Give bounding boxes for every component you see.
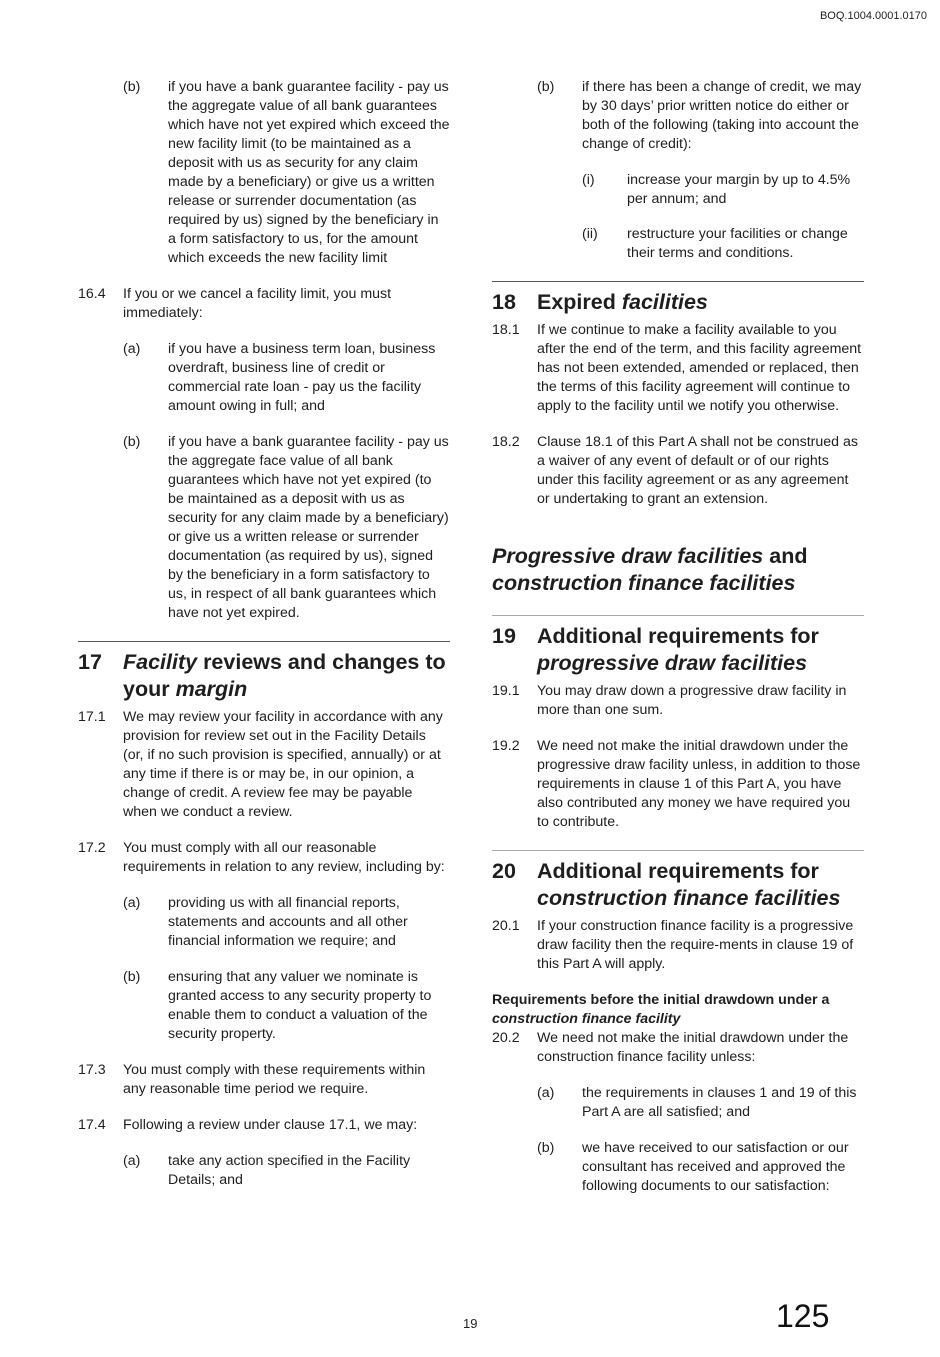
document-id: BOQ.1004.0001.0170: [819, 10, 927, 22]
item-text: increase your margin by up to 4.5% per annum; and: [627, 172, 851, 207]
clause-17-4-a: [123, 1152, 450, 1190]
clause-text: We may review your facility in accordance with any provision for review set out in the Facility Details (or, if no such provision is specified, annually) or at any time if there is or may be, in our opinion, a change of credit. A review fee may be payable when we conduct a review.: [123, 709, 443, 820]
item-label: (b): [537, 79, 555, 95]
clause-text: If your construction finance facility is a progressive draw facility then the require-ments in clause 19 of this Part A will apply.: [537, 918, 854, 972]
stamp-number: 125: [776, 1298, 830, 1334]
item-text: if there has been a change of credit, we may by 30 days’ prior written notice do either or both of the following (taking into account the change of credit):: [582, 79, 862, 152]
clause-19-1: [492, 682, 864, 720]
clause-number: 20.2: [492, 1030, 520, 1046]
item-label: (a): [123, 895, 141, 911]
clause-text: If we continue to make a facility available to you after the end of the term, and this facility agreement has not been extended, amended or replaced, then the terms of this facility agreement will continue to apply to the facility until we notify you otherwise.: [537, 322, 862, 414]
section-divider: [492, 615, 864, 616]
clause-text: We need not make the initial drawdown under the construction finance facility unless:: [537, 1030, 849, 1065]
clause-16-4-a: [123, 340, 450, 416]
heading-emphasis: progressive draw facilities: [537, 651, 808, 675]
item-text: providing us with all financial reports, statements and accounts and all other financial information we require; and: [168, 895, 408, 949]
subheading-emphasis: construction finance facility: [492, 1011, 681, 1027]
item-label: (b): [123, 79, 141, 95]
heading-text: Expired: [537, 290, 622, 314]
clause-number: 20.1: [492, 918, 520, 934]
subheading-text: Requirements before the initial drawdown under a: [492, 992, 830, 1008]
clause-17-2-b: [123, 968, 450, 1044]
heading-title: [537, 623, 864, 677]
subheading: [492, 991, 864, 1029]
item-text: restructure your facilities or change their terms and conditions.: [627, 226, 848, 261]
item-label: (i): [582, 172, 595, 188]
clause-16-4: [78, 285, 450, 323]
heading-title: [537, 858, 864, 912]
section-divider: [78, 641, 450, 642]
clause-17-3: [78, 1061, 450, 1099]
clause-17-1: [78, 708, 450, 822]
heading-title: [123, 649, 450, 703]
section-emphasis: construction finance facilities: [492, 571, 796, 595]
clause-number: 17.1: [78, 709, 106, 725]
clause-number: 17.3: [78, 1062, 106, 1078]
clause-number: 16.4: [78, 286, 106, 302]
heading-emphasis: facilities: [621, 290, 708, 314]
clause-20-2-b: [537, 1139, 864, 1196]
item-label: (a): [123, 1153, 141, 1169]
clause-text: Following a review under clause 17.1, we may:: [123, 1117, 418, 1133]
section-divider: [492, 850, 864, 851]
item-label: (a): [123, 341, 141, 357]
right-column: [492, 78, 864, 1213]
clause-17-2-a: [123, 894, 450, 951]
clause-17-4-b-ii: [582, 225, 864, 263]
clause-number: 19.2: [492, 738, 520, 754]
clause-number: 17.4: [78, 1117, 106, 1133]
item-label: (a): [537, 1085, 555, 1101]
heading-emphasis: margin: [175, 677, 248, 701]
clause-17-4-b-i: [582, 171, 864, 209]
item-text: if you have a bank guarantee facility - pay us the aggregate face value of all bank guarantees which have not yet expired (to be maintained as a deposit with us as security for any claim made by a beneficiary) or give us a written release or surrender documentation (as required by us), signed by the beneficiary in a form satisfactory to us, in respect of all bank guarantees which have not yet expired.: [168, 434, 449, 621]
item-label: (b): [123, 969, 141, 985]
clause-16-4-b: [123, 433, 450, 623]
heading-20: [492, 858, 864, 912]
heading-text: reviews and changes to your: [123, 650, 446, 701]
heading-text: Additional requirements for: [537, 624, 819, 648]
clause-number: 18.1: [492, 322, 520, 338]
heading-number: 19: [492, 624, 516, 648]
clause-number: 18.2: [492, 434, 520, 450]
item-text: the requirements in clauses 1 and 19 of this Part A are all satisfied; and: [582, 1085, 857, 1120]
heading-number: 18: [492, 290, 516, 314]
item-text: if you have a business term loan, business overdraft, business line of credit or commercial rate loan - pay us the facility amount owing in full; and: [168, 341, 436, 414]
clause-number: 17.2: [78, 840, 106, 856]
item-text: we have received to our satisfaction or our consultant has received and approved the following documents to our satisfaction:: [582, 1140, 849, 1194]
clause-20-2-a: [537, 1084, 864, 1122]
section-divider: [492, 281, 864, 282]
heading-emphasis: construction finance facilities: [537, 886, 841, 910]
part-section-title: [492, 543, 864, 597]
clause-17-2: [78, 839, 450, 877]
clause-20-2: [492, 1029, 864, 1067]
heading-17: [78, 649, 450, 703]
heading-18: [492, 289, 864, 316]
heading-emphasis: Facility: [123, 650, 198, 674]
heading-number: 17: [78, 650, 102, 674]
clause-17-4: [78, 1116, 450, 1135]
clause-text: You must comply with all our reasonable requirements in relation to any review, including by:: [123, 840, 445, 875]
heading-number: 20: [492, 859, 516, 883]
heading-text: Additional requirements for: [537, 859, 819, 883]
clause-number: 19.1: [492, 683, 520, 699]
clause-text: We need not make the initial drawdown under the progressive draw facility unless, in addition to those requirements in clause 1 of this Part A, you have also contributed any money we have required you to contribute.: [537, 738, 861, 830]
clause-16-3-b: [123, 78, 450, 268]
heading-title: [537, 289, 708, 316]
item-label: (ii): [582, 226, 598, 242]
left-column: [78, 78, 450, 1207]
clause-18-2: [492, 433, 864, 509]
clause-text: You may draw down a progressive draw facility in more than one sum.: [537, 683, 847, 718]
clause-18-1: [492, 321, 864, 416]
clause-text: If you or we cancel a facility limit, you must immediately:: [123, 286, 392, 321]
item-label: (b): [123, 434, 141, 450]
clause-text: You must comply with these requirements within any reasonable time period we require.: [123, 1062, 426, 1097]
heading-19: [492, 623, 864, 677]
section-text: and: [763, 544, 808, 568]
item-text: take any action specified in the Facility Details; and: [168, 1153, 411, 1188]
clause-text: Clause 18.1 of this Part A shall not be construed as a waiver of any event of default or of our rights under this facility agreement or as any agreement or undertaking to grant an extension.: [537, 434, 858, 507]
item-label: (b): [537, 1140, 555, 1156]
clause-19-2: [492, 737, 864, 832]
clause-20-1: [492, 917, 864, 974]
item-text: if you have a bank guarantee facility - pay us the aggregate value of all bank guarantees which have not yet expired which exceed the new facility limit (to be maintained as a deposit with us as security for any claim made by a beneficiary) or give us a written release or surrender documentation (as required by us) signed by the beneficiary in a form satisfactory to us, for the amount which exceeds the new facility limit: [168, 79, 450, 266]
section-emphasis: Progressive draw facilities: [492, 544, 764, 568]
item-text: ensuring that any valuer we nominate is granted access to any security property to enable them to conduct a valuation of the security property.: [168, 969, 432, 1042]
page-number: 19: [463, 1316, 478, 1331]
clause-17-4-b: [537, 78, 864, 154]
